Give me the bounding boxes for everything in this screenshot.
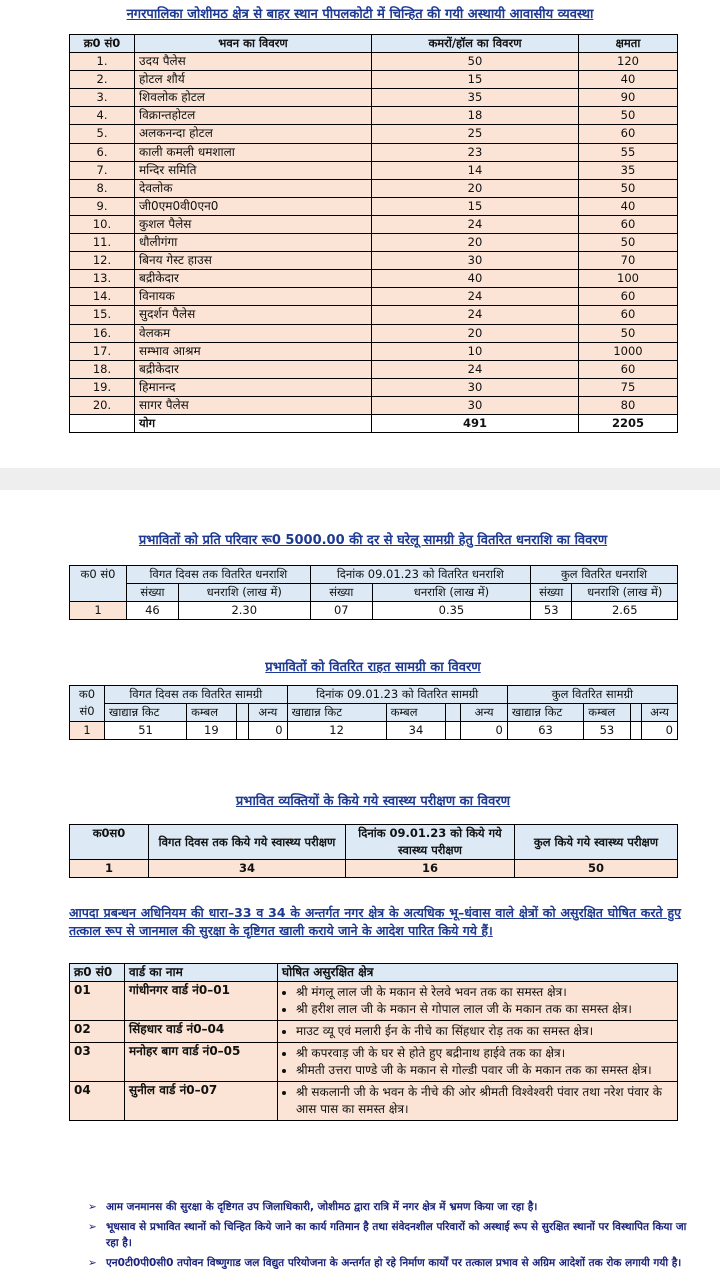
zone-sno: 01 xyxy=(70,982,125,1021)
shelter-rooms: 35 xyxy=(372,89,579,107)
cash-col-today: दिनांक 09.01.23 को वितरित धनराशि xyxy=(310,566,530,584)
shelter-capacity: 80 xyxy=(579,396,678,414)
unsafe-zones-table xyxy=(69,963,678,1121)
shelter-capacity: 60 xyxy=(579,215,678,233)
shelter-capacity: 100 xyxy=(579,270,678,288)
shelter-sno: 4. xyxy=(70,107,135,125)
shelter-capacity: 35 xyxy=(579,161,678,179)
shelter-row xyxy=(70,324,678,342)
col-sno: क्र0 सं0 xyxy=(70,35,135,53)
relief-col-previous: विगत दिवस तक वितरित सामग्री xyxy=(105,686,288,704)
zone-ward: सुनील वार्ड नं0–07 xyxy=(125,1082,278,1121)
shelter-row xyxy=(70,360,678,378)
total-row xyxy=(70,414,678,432)
health-cell: 1 xyxy=(70,860,149,878)
shelter-building: काली कमली धमशाला xyxy=(135,143,372,161)
health-row xyxy=(70,860,678,878)
total-label: योग xyxy=(135,414,372,432)
shelter-capacity: 70 xyxy=(579,252,678,270)
relief-col-today: दिनांक 09.01.23 को वितरित सामग्री xyxy=(287,686,507,704)
cash-distribution-table xyxy=(69,565,678,620)
shelter-building: उदय पैलेस xyxy=(135,53,372,71)
relief-material-table xyxy=(69,685,678,740)
shelter-rooms: 20 xyxy=(372,234,579,252)
col-building: भवन का विवरण xyxy=(135,35,372,53)
shelter-rooms: 30 xyxy=(372,396,579,414)
relief-col-sno: क0 सं0 xyxy=(70,686,105,722)
zone-ward: सिंहधार वार्ड नं0–04 xyxy=(125,1021,278,1043)
relief-h-other: अन्य xyxy=(642,704,678,722)
arrow-bullet-icon: ➢ xyxy=(88,1201,97,1213)
section3-title: प्रभावितों को वितरित राहत सामग्री का विवरण xyxy=(265,660,481,675)
shelter-capacity: 60 xyxy=(579,288,678,306)
shelter-rooms: 23 xyxy=(372,143,579,161)
shelter-row xyxy=(70,143,678,161)
relief-cell: 1 xyxy=(70,722,105,740)
arrow-bullet-icon: ➢ xyxy=(88,1221,97,1233)
shelter-sno: 11. xyxy=(70,234,135,252)
shelter-capacity: 60 xyxy=(579,125,678,143)
cash-h-amount: धनराशि (लाख में) xyxy=(572,584,678,602)
section4-title: प्रभावित व्यक्तियों के किये गये स्वास्थ्य परीक्षण का विवरण xyxy=(235,794,511,809)
cash-cell: 2.65 xyxy=(572,602,678,620)
shelter-capacity: 40 xyxy=(579,71,678,89)
shelter-capacity: 75 xyxy=(579,378,678,396)
health-cell: 50 xyxy=(515,860,678,878)
zone-sno: 02 xyxy=(70,1021,125,1043)
unsafe-zones-body xyxy=(70,982,678,1121)
note-item xyxy=(88,1255,688,1271)
relief-cell: 12 xyxy=(287,722,386,740)
shelter-table xyxy=(69,34,678,433)
shelter-rooms: 15 xyxy=(372,197,579,215)
shelter-building: अलकनन्दा होटल xyxy=(135,125,372,143)
zone-col-areas: घोषित असुरक्षित क्षेत्र xyxy=(278,964,678,982)
shelter-building: बद्रीकेदार xyxy=(135,270,372,288)
cash-h-count: संख्या xyxy=(310,584,372,602)
shelter-sno: 7. xyxy=(70,161,135,179)
relief-cell: 53 xyxy=(584,722,630,740)
shelter-sno: 5. xyxy=(70,125,135,143)
shelter-sno: 14. xyxy=(70,288,135,306)
shelter-building: विक्रान्तहोटल xyxy=(135,107,372,125)
zone-ward: गांधीनगर वार्ड नं0–01 xyxy=(125,982,278,1021)
total-capacity: 2205 xyxy=(579,414,678,432)
relief-h-other: अन्य xyxy=(249,704,287,722)
health-cell: 16 xyxy=(346,860,515,878)
shelter-rooms: 10 xyxy=(372,342,579,360)
arrow-bullet-icon: ➢ xyxy=(88,1257,97,1269)
relief-row xyxy=(70,722,678,740)
shelter-building: बिनय गेस्ट हाउस xyxy=(135,252,372,270)
zone-col-ward: वार्ड का नाम xyxy=(125,964,278,982)
shelter-sno: 19. xyxy=(70,378,135,396)
shelter-building: वेलकम xyxy=(135,324,372,342)
zone-row xyxy=(70,1021,678,1043)
zone-area-item: • श्री मंगलू लाल जी के मकान से रेलवे भवन तक का समस्त क्षेत्र। xyxy=(296,984,673,1001)
zone-areas xyxy=(278,1043,678,1082)
shelter-building: कुशल पैलेस xyxy=(135,215,372,233)
shelter-building: सम्भाव आश्रम xyxy=(135,342,372,360)
page-separator xyxy=(0,468,720,490)
total-rooms: 491 xyxy=(372,414,579,432)
shelter-sno: 20. xyxy=(70,396,135,414)
relief-cell: 51 xyxy=(105,722,187,740)
note-text: भूधसाव से प्रभावित स्थानों को चिन्हित किये जाने का कार्य गतिमान है तथा संवेदनशील परिवारों को अस्थाई रूप से सुरक्षित स्थानों पर विस्थापित किया जा रहा है। xyxy=(106,1221,687,1249)
cash-h-amount: धनराशि (लाख में) xyxy=(178,584,310,602)
health-check-table xyxy=(69,824,678,878)
shelter-building: होटल शौर्य xyxy=(135,71,372,89)
shelter-row xyxy=(70,89,678,107)
shelter-row xyxy=(70,252,678,270)
health-col-total: कुल किये गये स्वास्थ्य परीक्षण xyxy=(515,825,678,860)
relief-cell xyxy=(236,722,248,740)
relief-cell: 0 xyxy=(249,722,287,740)
shelter-sno: 12. xyxy=(70,252,135,270)
zone-area-item: • श्री सकलानी जी के भवन के नीचे की ओर श्रीमती विश्वेश्वरी पंवार तथा नरेश पंवार के आस पास का समस्त क्षेत्र। xyxy=(296,1084,673,1118)
cash-cell: 07 xyxy=(310,602,372,620)
cash-col-total: कुल वितरित धनराशि xyxy=(531,566,678,584)
cash-h-count: संख्या xyxy=(127,584,179,602)
shelter-row xyxy=(70,396,678,414)
col-capacity: क्षमता xyxy=(579,35,678,53)
health-col-today: दिनांक 09.01.23 को किये गये स्वास्थ्य परीक्षण xyxy=(346,825,515,860)
zone-sno: 03 xyxy=(70,1043,125,1082)
shelter-sno: 1. xyxy=(70,53,135,71)
relief-cell: 19 xyxy=(187,722,237,740)
shelter-rooms: 24 xyxy=(372,215,579,233)
section5-title: आपदा प्रबन्धन अधिनियम की धारा–33 व 34 के अन्तर्गत नगर क्षेत्र के अत्यधिक भू–धंवास वाले क्षेत्रों को असुरक्षित घोषित करते हुए तत्काल रूप से जानमाल की सुरक्षा के दृष्टिगत खाली कराये जाने के आदेश पारित किये गये हैं। xyxy=(69,905,681,938)
zone-row xyxy=(70,1043,678,1082)
shelter-rooms: 14 xyxy=(372,161,579,179)
shelter-building: हिमानन्द xyxy=(135,378,372,396)
total-sno xyxy=(70,414,135,432)
zone-areas xyxy=(278,1021,678,1043)
zone-sno: 04 xyxy=(70,1082,125,1121)
shelter-row xyxy=(70,342,678,360)
shelter-capacity: 120 xyxy=(579,53,678,71)
zone-row xyxy=(70,982,678,1021)
shelter-rooms: 20 xyxy=(372,324,579,342)
shelter-rooms: 20 xyxy=(372,179,579,197)
relief-cell: 34 xyxy=(386,722,446,740)
shelter-row xyxy=(70,306,678,324)
shelter-building: शिवलोक होटल xyxy=(135,89,372,107)
zone-col-sno: क्र0 सं0 xyxy=(70,964,125,982)
shelter-row xyxy=(70,215,678,233)
zone-area-item: • श्रीमती उत्तरा पाण्डे जी के मकान से गोल्डी पवार जी के मकान तक का समस्त क्षेत्र। xyxy=(296,1062,673,1079)
shelter-row xyxy=(70,71,678,89)
shelter-rooms: 18 xyxy=(372,107,579,125)
shelter-building: मन्दिर समिति xyxy=(135,161,372,179)
shelter-sno: 17. xyxy=(70,342,135,360)
relief-col-total: कुल वितरित सामग्री xyxy=(507,686,677,704)
shelter-building: धौलीगंगा xyxy=(135,234,372,252)
shelter-sno: 3. xyxy=(70,89,135,107)
relief-h-other: अन्य xyxy=(461,704,507,722)
shelter-building: बद्रीकेदार xyxy=(135,360,372,378)
note-item xyxy=(88,1199,688,1215)
relief-cell: 0 xyxy=(642,722,678,740)
note-text: एन0टी0पी0सी0 तपोवन विष्णुगाड जल विद्युत परियोजना के अन्तर्गत हो रहे निर्माण कार्यों पर तत्काल प्रभाव से अग्रिम आदेशों तक रोक लगायी गयी है। xyxy=(106,1257,682,1269)
shelter-sno: 16. xyxy=(70,324,135,342)
relief-cell: 0 xyxy=(461,722,507,740)
shelter-sno: 6. xyxy=(70,143,135,161)
zone-area-item: • श्री कपरवाड़ जी के घर से होते हुए बद्रीनाथ हाईवे तक का क्षेत्र। xyxy=(296,1045,673,1062)
shelter-capacity: 1000 xyxy=(579,342,678,360)
shelter-rooms: 50 xyxy=(372,53,579,71)
shelter-capacity: 90 xyxy=(579,89,678,107)
shelter-capacity: 60 xyxy=(579,306,678,324)
shelter-sno: 15. xyxy=(70,306,135,324)
relief-h-blank xyxy=(630,704,642,722)
section1-title: नगरपालिका जोशीमठ क्षेत्र से बाहर स्थान पीपलकोटी में चिन्हित की गयी अस्थायी आवासीय व्यवस्था xyxy=(126,7,594,22)
shelter-rooms: 30 xyxy=(372,378,579,396)
shelter-table-body xyxy=(70,53,678,415)
shelter-capacity: 50 xyxy=(579,107,678,125)
zone-areas xyxy=(278,982,678,1021)
shelter-sno: 10. xyxy=(70,215,135,233)
cash-cell: 1 xyxy=(70,602,127,620)
cash-row xyxy=(70,602,678,620)
shelter-sno: 18. xyxy=(70,360,135,378)
cash-cell: 0.35 xyxy=(372,602,530,620)
shelter-rooms: 25 xyxy=(372,125,579,143)
cash-h-count: संख्या xyxy=(531,584,572,602)
relief-cell xyxy=(446,722,461,740)
cash-col-previous: विगत दिवस तक वितरित धनराशि xyxy=(127,566,311,584)
shelter-sno: 2. xyxy=(70,71,135,89)
relief-h-blank xyxy=(446,704,461,722)
zone-areas xyxy=(278,1082,678,1121)
relief-h-food: खाद्यान्न किट xyxy=(105,704,187,722)
shelter-building: देवलोक xyxy=(135,179,372,197)
shelter-capacity: 60 xyxy=(579,360,678,378)
zone-area-item: • माउट व्यू एवं मलारी ईन के नीचे का सिंहधार रोड़ तक का समस्त क्षेत्र। xyxy=(296,1023,673,1040)
shelter-sno: 13. xyxy=(70,270,135,288)
relief-h-food: खाद्यान्न किट xyxy=(507,704,583,722)
shelter-rooms: 40 xyxy=(372,270,579,288)
shelter-capacity: 55 xyxy=(579,143,678,161)
relief-cell: 63 xyxy=(507,722,583,740)
shelter-capacity: 50 xyxy=(579,234,678,252)
shelter-rooms: 24 xyxy=(372,306,579,324)
cash-cell: 53 xyxy=(531,602,572,620)
shelter-sno: 9. xyxy=(70,197,135,215)
shelter-building: विनायक xyxy=(135,288,372,306)
health-col-sno: क0स0 xyxy=(70,825,149,860)
relief-h-food: खाद्यान्न किट xyxy=(287,704,386,722)
cash-cell: 46 xyxy=(127,602,179,620)
shelter-row xyxy=(70,234,678,252)
shelter-row xyxy=(70,179,678,197)
shelter-row xyxy=(70,288,678,306)
relief-cell xyxy=(630,722,642,740)
note-text: आम जनमानस की सुरक्षा के दृष्टिगत उप जिलाधिकारी, जोशीमठ द्वारा रात्रि में नगर क्षेत्र में भ्रमण किया जा रहा है। xyxy=(106,1201,538,1213)
shelter-row xyxy=(70,161,678,179)
notes-list xyxy=(88,1199,688,1275)
zone-row xyxy=(70,1082,678,1121)
shelter-rooms: 30 xyxy=(372,252,579,270)
shelter-building: सुदर्शन पैलेस xyxy=(135,306,372,324)
shelter-row xyxy=(70,378,678,396)
zone-ward: मनोहर बाग वार्ड नं0–05 xyxy=(125,1043,278,1082)
health-col-previous: विगत दिवस तक किये गये स्वास्थ्य परीक्षण xyxy=(149,825,346,860)
shelter-capacity: 50 xyxy=(579,324,678,342)
section2-title: प्रभावितों को प्रति परिवार रू0 5000.00 की दर से घरेलू सामग्री हेतु वितरित धनराशि का विवरण xyxy=(138,533,608,548)
shelter-building: सागर पैलेस xyxy=(135,396,372,414)
zone-area-item: • श्री हरीश लाल जी के मकान से गोपाल लाल जी के मकान तक का समस्त क्षेत्र। xyxy=(296,1001,673,1018)
relief-h-blanket: कम्बल xyxy=(386,704,446,722)
shelter-sno: 8. xyxy=(70,179,135,197)
health-cell: 34 xyxy=(149,860,346,878)
note-item xyxy=(88,1219,688,1251)
relief-h-blanket: कम्बल xyxy=(584,704,630,722)
relief-h-blanket: कम्बल xyxy=(187,704,237,722)
shelter-row xyxy=(70,125,678,143)
shelter-rooms: 15 xyxy=(372,71,579,89)
col-rooms: कमरों/हॉल का विवरण xyxy=(372,35,579,53)
shelter-row xyxy=(70,53,678,71)
shelter-row xyxy=(70,197,678,215)
shelter-row xyxy=(70,107,678,125)
cash-h-amount: धनराशि (लाख में) xyxy=(372,584,530,602)
shelter-row xyxy=(70,270,678,288)
relief-h-blank xyxy=(236,704,248,722)
shelter-rooms: 24 xyxy=(372,288,579,306)
shelter-building: जी0एम0वी0एन0 xyxy=(135,197,372,215)
cash-cell: 2.30 xyxy=(178,602,310,620)
shelter-rooms: 24 xyxy=(372,360,579,378)
shelter-capacity: 40 xyxy=(579,197,678,215)
cash-col-sno: क0 सं0 xyxy=(70,566,127,602)
shelter-capacity: 50 xyxy=(579,179,678,197)
